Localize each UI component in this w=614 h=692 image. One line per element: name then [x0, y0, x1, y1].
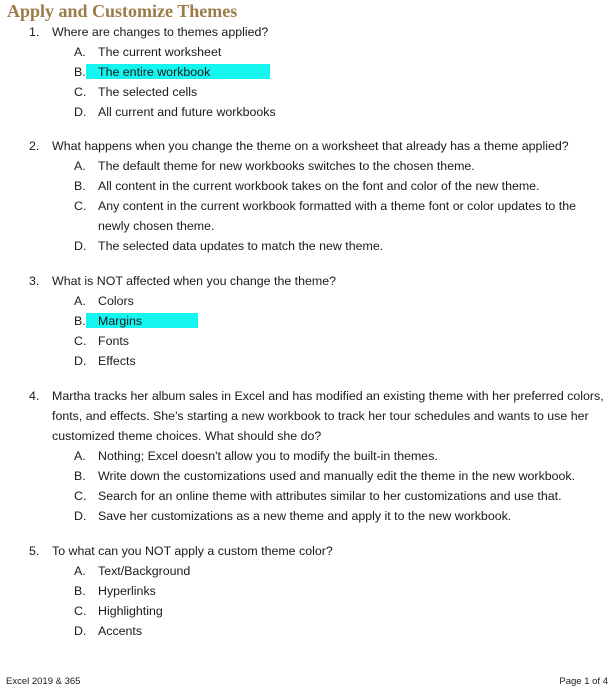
- option-text: Write down the customizations used and manually edit the theme in the new workbook.: [98, 469, 576, 483]
- option-letter: A.: [74, 159, 86, 173]
- option-text: The selected data updates to match the new theme.: [98, 239, 384, 253]
- option-b: [52, 466, 610, 486]
- question-number: 2.: [29, 139, 40, 153]
- question-number: 5.: [29, 544, 40, 558]
- option-text: Save her customizations as a new theme and apply it to the new workbook.: [98, 509, 512, 523]
- option-c: [52, 486, 610, 506]
- option-d: [52, 102, 610, 122]
- option-text: Margins: [98, 314, 143, 328]
- option-d: [52, 236, 610, 256]
- footer-course-label: Excel 2019 & 365: [6, 676, 81, 687]
- option-text: Colors: [98, 294, 134, 308]
- question-1: [29, 22, 610, 122]
- option-text: Hyperlinks: [98, 584, 156, 598]
- question-text: What happens when you change the theme on a worksheet that already has a theme applied?: [52, 139, 569, 153]
- question-text: Martha tracks her album sales in Excel and has modified an existing theme with her preferred colors, fonts, and effects. She's starting a new workbook to track her tour schedules and wants to use her customized theme choices. What should she do?: [52, 389, 604, 443]
- option-text: Text/Background: [98, 564, 191, 578]
- answer-options: [52, 291, 610, 371]
- option-letter: C.: [74, 489, 87, 503]
- answer-options: [52, 446, 610, 526]
- option-letter: C.: [74, 604, 87, 618]
- question-text: To what can you NOT apply a custom theme color?: [52, 544, 333, 558]
- option-letter: D.: [74, 624, 87, 638]
- answer-options: [52, 42, 610, 122]
- option-text: The current worksheet: [98, 45, 222, 59]
- question-number: 3.: [29, 274, 40, 288]
- option-letter: B.: [74, 314, 86, 328]
- option-b: [52, 176, 610, 196]
- option-text: The selected cells: [98, 85, 198, 99]
- option-text: All current and future workbooks: [98, 105, 276, 119]
- question-text: Where are changes to themes applied?: [52, 25, 269, 39]
- option-letter: B.: [74, 179, 86, 193]
- option-letter: C.: [74, 199, 87, 213]
- question-number: 1.: [29, 25, 40, 39]
- option-c: [52, 331, 610, 351]
- option-b: [52, 581, 610, 601]
- option-text: Accents: [98, 624, 143, 638]
- option-letter: B.: [74, 584, 86, 598]
- question-number: 4.: [29, 389, 40, 403]
- option-letter: A.: [74, 45, 86, 59]
- question-3: [29, 271, 610, 371]
- option-letter: A.: [74, 294, 86, 308]
- option-letter: A.: [74, 564, 86, 578]
- question-text: What is NOT affected when you change the theme?: [52, 274, 337, 288]
- option-text: Fonts: [98, 334, 129, 348]
- question-4: [29, 386, 610, 526]
- option-text: Highlighting: [98, 604, 163, 618]
- option-b-highlighted: [52, 62, 610, 82]
- answer-options: [52, 561, 610, 641]
- option-text: The entire workbook: [98, 65, 211, 79]
- option-a: [52, 561, 610, 581]
- option-letter: D.: [74, 354, 87, 368]
- footer-page-number: Page 1 of 4: [559, 676, 608, 687]
- option-text: The default theme for new workbooks switches to the chosen theme.: [98, 159, 475, 173]
- option-d: [52, 621, 610, 641]
- option-b-highlighted: [52, 311, 610, 331]
- option-c: [52, 82, 610, 102]
- option-letter: A.: [74, 449, 86, 463]
- page-title: Apply and Customize Themes: [7, 1, 238, 21]
- option-a: [52, 156, 610, 176]
- option-letter: C.: [74, 334, 87, 348]
- option-c: [52, 601, 610, 621]
- option-text: Any content in the current workbook formatted with a theme font or color updates to the newly chosen theme.: [98, 199, 576, 233]
- option-letter: D.: [74, 239, 87, 253]
- option-a: [52, 291, 610, 311]
- option-letter: B.: [74, 469, 86, 483]
- option-letter: B.: [74, 65, 86, 79]
- option-letter: D.: [74, 509, 87, 523]
- answer-options: [52, 156, 610, 256]
- question-5: [29, 541, 610, 641]
- option-d: [52, 351, 610, 371]
- option-a: [52, 42, 610, 62]
- option-text: Search for an online theme with attributes similar to her customizations and use that.: [98, 489, 562, 503]
- option-text: Effects: [98, 354, 136, 368]
- option-a: [52, 446, 610, 466]
- option-letter: D.: [74, 105, 87, 119]
- question-2: [29, 136, 610, 256]
- option-c: [52, 196, 610, 236]
- option-d: [52, 506, 610, 526]
- option-letter: C.: [74, 85, 87, 99]
- option-text: All content in the current workbook takes on the font and color of the new theme.: [98, 179, 540, 193]
- option-text: Nothing; Excel doesn't allow you to modify the built-in themes.: [98, 449, 438, 463]
